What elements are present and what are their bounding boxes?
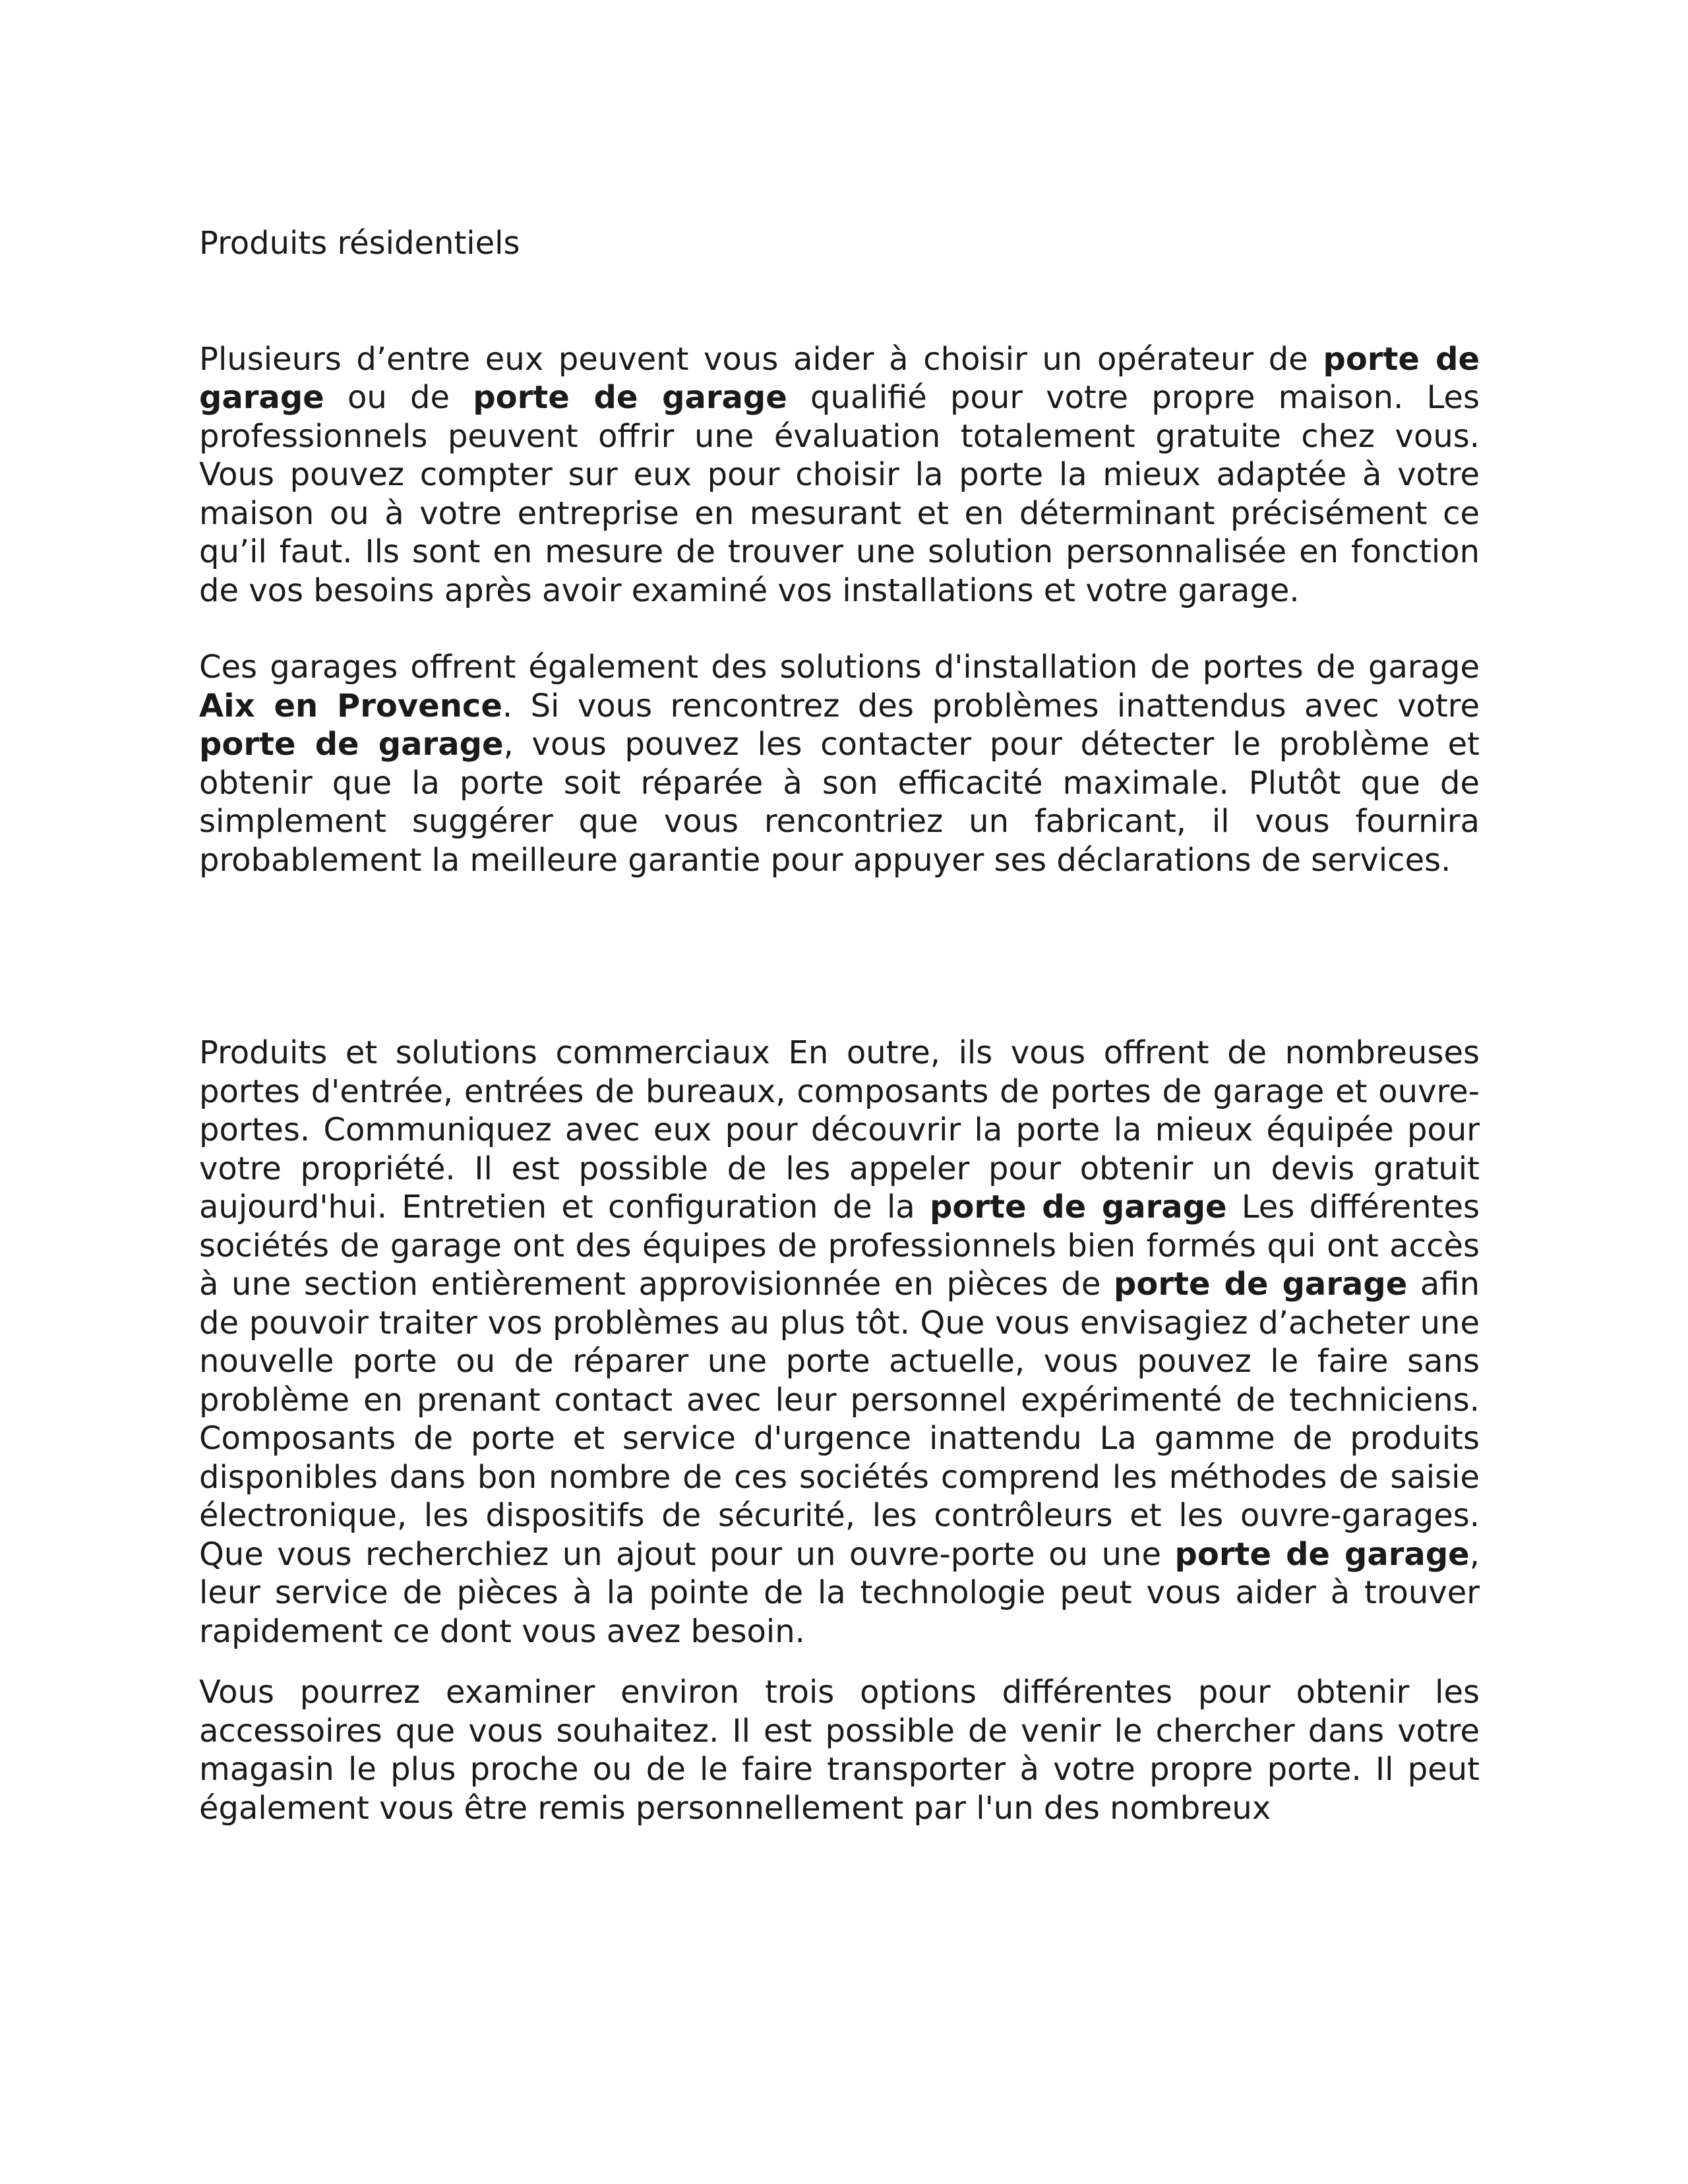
text-run: , vous pouvez les contacter pour détecter le problème et obtenir que la porte soit réparée à son efficacité maximale. Plutôt que de simplement suggérer que vous rencontriez un fabricant, il vous fournira probablement la meilleure garantie pour appuyer ses déclarations de services. [199,726,1480,879]
paragraph-installation-services [199,648,1480,879]
text-run: ou de [324,379,473,416]
text-run: Plusieurs d’entre eux peuvent vous aider à choisir un opérateur de [199,340,1323,378]
text-run: , leur service de pièces à la pointe de la technologie peut vous aider à trouver rapidement ce dont vous avez besoin. [199,1535,1480,1650]
bold-keyword: Aix en Provence [199,687,502,724]
paragraph-accessories-options [199,1673,1480,1827]
text-run: qualifié pour votre propre maison. Les professionnels peuvent offrir une évaluation totalement gratuite chez vous. Vous pouvez compter sur eux pour choisir la porte la mieux adaptée à votre maison ou à votre entreprise en mesurant et en déterminant précisément ce qu’il faut. Ils sont en mesure de trouver une solution personnalisée en fonction de vos besoins après avoir examiné vos installations et votre garage. [199,379,1480,609]
text-run: Vous pourrez examiner environ trois options différentes pour obtenir les accessoires que vous souhaitez. Il est possible de venir le chercher dans votre magasin le plus proche ou de le faire transporter à votre propre porte. Il peut également vous être remis personnellement par l'un des nombreux [199,1674,1480,1827]
bold-keyword: porte de garage [199,340,1480,416]
bold-keyword: porte de garage [1174,1535,1470,1573]
bold-keyword: porte de garage [473,379,787,416]
bold-keyword: porte de garage [199,726,504,763]
document-page [199,224,1480,1827]
paragraph-commercial-products [199,1034,1480,1651]
section-heading: Produits résidentiels [199,225,520,262]
spacer [199,610,1480,648]
text-run: Les différentes sociétés de garage ont des équipes de professionnels bien formés qui ont accès à une section entièrement approvisionnée en pièces de [199,1189,1480,1303]
text-run: Produits et solutions commerciaux En outre, ils vous offrent de nombreuses portes d'entrée, entrées de bureaux, composants de portes de garage et ouvre-portes. Communiquez avec eux pour découvrir la porte la mieux équipée pour votre propriété. Il est possible de les appeler pour obtenir un devis gratuit aujourd'hui. Entretien et configuration de la [199,1034,1480,1225]
bold-keyword: porte de garage [930,1189,1227,1225]
paragraph-installation-advice [199,340,1480,610]
bold-keyword: porte de garage [1114,1266,1408,1303]
spacer [199,263,1480,340]
spacer [199,1651,1480,1673]
text-run: afin de pouvoir traiter vos problèmes au plus tôt. Que vous envisagiez d’acheter une nouvelle porte ou de réparer une porte actuelle, vous pouvez le faire sans problème en prenant contact avec leur personnel expérimenté de techniciens. Composants de porte et service d'urgence inattendu La gamme de produits disponibles dans bon nombre de ces sociétés comprend les méthodes de saisie électronique, les dispositifs de sécurité, les contrôleurs et les ouvre-garages. Que vous recherchiez un ajout pour un ouvre-porte ou une [199,1266,1480,1573]
text-run: Ces garages offrent également des solutions d'installation de portes de garage [199,649,1480,686]
spacer [199,879,1480,1034]
text-run: . Si vous rencontrez des problèmes inattendus avec votre [502,687,1480,724]
